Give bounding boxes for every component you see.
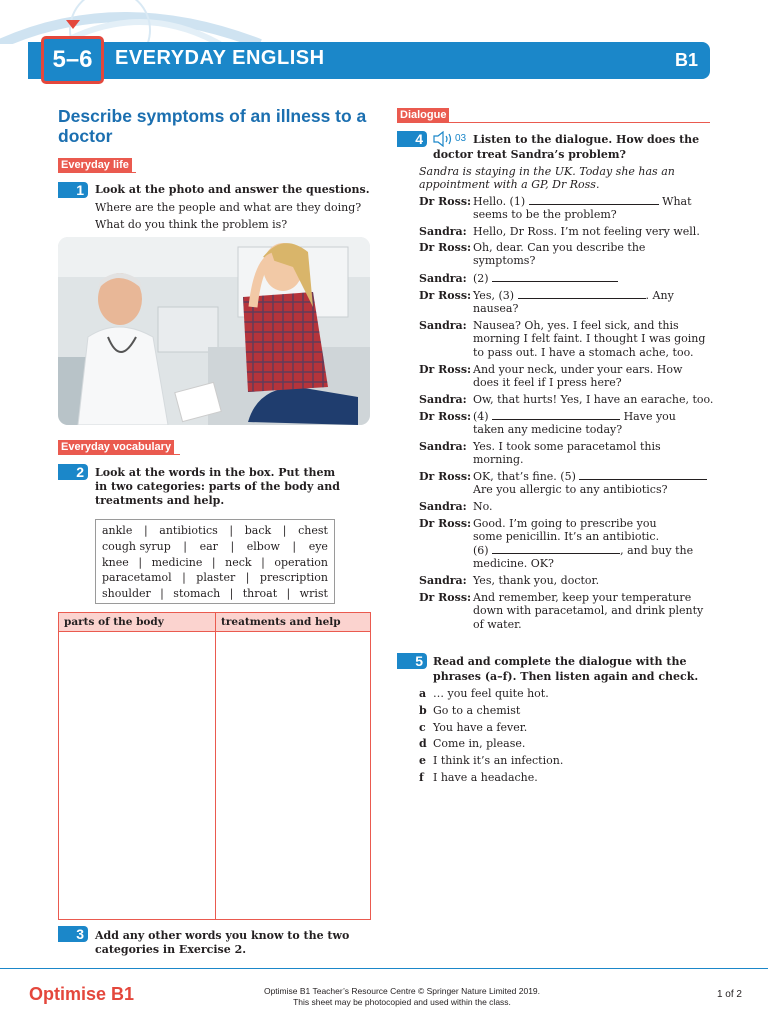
dialogue-line: Oh, dear. Can you describe the xyxy=(473,241,646,254)
speaker-sandra: Sandra: xyxy=(419,500,467,513)
marker-arrow-icon xyxy=(66,20,80,29)
answer-blank-1[interactable] xyxy=(529,195,659,205)
column-header-body: parts of the body xyxy=(59,613,215,631)
dialogue-line: Yes, thank you, doctor. xyxy=(473,574,600,587)
answer-blank-2[interactable] xyxy=(492,272,618,282)
dialogue-line: Ow, that hurts! Yes, I have an earache, too. xyxy=(473,393,714,406)
word: shoulder xyxy=(102,587,151,601)
dialogue-text: (4) xyxy=(473,410,489,423)
dialogue-line xyxy=(473,410,676,424)
exercise-5-number: 5 xyxy=(397,653,427,669)
answer-blank-4[interactable] xyxy=(492,410,620,420)
speaker-dr-ross: Dr Ross: xyxy=(419,591,472,604)
dialogue-line: some penicillin. It’s an antibiotic. xyxy=(473,530,660,543)
word: wrist xyxy=(299,587,328,601)
answer-blank-5[interactable] xyxy=(579,470,707,480)
section-everyday-life: Everyday life xyxy=(58,158,132,172)
dialogue-line: Nausea? Oh, yes. I feel sick, and this xyxy=(473,319,679,332)
speaker-sandra: Sandra: xyxy=(419,393,467,406)
doctor-patient-photo xyxy=(58,237,370,425)
word: paracetamol xyxy=(102,571,172,585)
category-table xyxy=(58,612,371,920)
word: chest xyxy=(298,524,328,537)
audio-track-number: 03 xyxy=(455,133,467,144)
exercise-2-number: 2 xyxy=(58,464,88,480)
audio-icon[interactable] xyxy=(432,131,454,147)
word: ear xyxy=(199,539,218,553)
dialogue-line: down with paracetamol, and drink plenty xyxy=(473,604,704,617)
speaker-dr-ross: Dr Ross: xyxy=(419,363,472,376)
lesson-title: Describe symptoms of an illness to a doctor xyxy=(58,106,367,146)
dialogue-line: And remember, keep your temperature xyxy=(473,591,692,604)
dialogue-text: (2) xyxy=(473,272,489,285)
word: ankle xyxy=(102,524,133,537)
table-divider xyxy=(215,613,216,919)
exercise-5-instruction-2: phrases (a–f). Then listen again and check. xyxy=(433,670,699,683)
option-c: c You have a fever. xyxy=(419,721,528,734)
dialogue-line: does it feel if I press here? xyxy=(473,376,622,389)
dialogue-line xyxy=(473,195,692,209)
option-e: e I think it’s an infection. xyxy=(419,754,564,767)
word: elbow xyxy=(246,539,280,553)
word: back xyxy=(244,524,272,537)
speaker-sandra: Sandra: xyxy=(419,225,467,238)
dialogue-line: seems to be the problem? xyxy=(473,208,617,221)
option-a: a … you feel quite hot. xyxy=(419,687,549,700)
word-row: knee | medicine | neck | operation xyxy=(102,555,328,569)
word-box xyxy=(95,519,335,604)
header-decoration xyxy=(0,0,768,44)
option-d: d Come in, please. xyxy=(419,737,526,750)
dialogue-line: Yes. I took some paracetamol this xyxy=(473,440,661,453)
dialogue-line: And your neck, under your ears. How xyxy=(473,363,683,376)
speaker-dr-ross: Dr Ross: xyxy=(419,289,472,302)
column-header-treatments: treatments and help xyxy=(216,613,370,631)
header-title: EVERYDAY ENGLISH xyxy=(115,47,325,69)
exercise-1-instruction: Look at the photo and answer the questions. xyxy=(95,183,370,196)
exercise-4-number: 4 xyxy=(397,131,427,147)
dialogue-text: Yes, (3) xyxy=(473,289,515,302)
word: knee xyxy=(102,555,129,569)
dialogue-line: Are you allergic to any antibiotics? xyxy=(473,483,668,496)
speaker-sandra: Sandra: xyxy=(419,574,467,587)
word: cough syrup xyxy=(102,539,171,553)
dialogue-line: nausea? xyxy=(473,302,519,315)
exercise-4-instruction-2: doctor treat Sandra’s problem? xyxy=(433,148,626,161)
exercise-2-instruction-3: treatments and help. xyxy=(95,494,225,507)
dialogue-line: to pass out. I have a stomach ache, too. xyxy=(473,346,694,359)
word: neck xyxy=(225,555,252,569)
speaker-dr-ross: Dr Ross: xyxy=(419,517,472,530)
answer-blank-6[interactable] xyxy=(492,544,620,554)
speaker-dr-ross: Dr Ross: xyxy=(419,241,472,254)
speaker-sandra: Sandra: xyxy=(419,272,467,285)
dialogue-line: morning. xyxy=(473,453,524,466)
exercise-2-instruction-2: in two categories: parts of the body and xyxy=(95,480,340,493)
dialogue-line: symptoms? xyxy=(473,254,536,267)
dialogue-text: . Any xyxy=(645,289,674,302)
footer-rule xyxy=(0,968,768,969)
option-b: b Go to a chemist xyxy=(419,704,521,717)
dialogue-line: of water. xyxy=(473,618,522,631)
section-rule xyxy=(58,172,136,173)
footer-brand: Optimise B1 xyxy=(29,984,135,1004)
word: operation xyxy=(274,555,328,569)
exercise-3-instruction-1: Add any other words you know to the two xyxy=(95,929,350,942)
dialogue-text: (6) xyxy=(473,544,489,557)
dialogue-text: Hello. (1) xyxy=(473,195,526,208)
word: stomach xyxy=(173,587,221,601)
dialogue-line: Good. I’m going to prescribe you xyxy=(473,517,657,530)
unit-number: 5–6 xyxy=(41,36,104,84)
word: throat xyxy=(242,587,278,601)
dialogue-line: Hello, Dr Ross. I’m not feeling very well. xyxy=(473,225,700,238)
word-row: shoulder | stomach | throat | wrist xyxy=(102,587,328,601)
copyright-line: Optimise B1 Teacher’s Resource Centre © Springer Nature Limited 2019. xyxy=(263,986,541,996)
word: antibiotics xyxy=(159,524,218,537)
speaker-sandra: Sandra: xyxy=(419,440,467,453)
speaker-dr-ross: Dr Ross: xyxy=(419,410,472,423)
section-rule xyxy=(397,122,710,123)
dialogue-line xyxy=(473,470,707,484)
word-row: cough syrup | ear | elbow | eye xyxy=(102,539,328,553)
word: plaster xyxy=(196,571,236,585)
word: eye xyxy=(308,539,328,553)
dialogue-line xyxy=(473,289,674,303)
exercise-1-number: 1 xyxy=(58,182,88,198)
option-f: f I have a headache. xyxy=(419,771,538,784)
speaker-dr-ross: Dr Ross: xyxy=(419,470,472,483)
dialogue-line xyxy=(473,272,618,286)
section-everyday-vocabulary: Everyday vocabulary xyxy=(58,440,174,454)
dialogue-text: What xyxy=(662,195,692,208)
dialogue-text: , and buy the xyxy=(620,544,694,557)
dialogue-line: taken any medicine today? xyxy=(473,423,623,436)
exercise-1-question-2: What do you think the problem is? xyxy=(95,218,288,231)
word-row: ankle | antibiotics | back | chest xyxy=(102,524,328,537)
exercise-4-instruction-1: Listen to the dialogue. How does the xyxy=(473,133,700,146)
exercise-5-instruction-1: Read and complete the dialogue with the xyxy=(433,655,687,668)
answer-blank-3[interactable] xyxy=(518,289,646,299)
exercise-3-instruction-2: categories in Exercise 2. xyxy=(95,943,247,956)
section-rule xyxy=(58,454,180,455)
speaker-sandra: Sandra: xyxy=(419,319,467,332)
dialogue-line xyxy=(473,544,693,558)
word: medicine xyxy=(151,555,203,569)
copyright-line: This sheet may be photocopied and used within the class. xyxy=(293,997,511,1007)
dialogue-intro-2: appointment with a GP, Dr Ross. xyxy=(419,178,600,191)
section-dialogue: Dialogue xyxy=(397,108,449,122)
dialogue-line: No. xyxy=(473,500,493,513)
dialogue-text: OK, that’s fine. (5) xyxy=(473,470,576,483)
footer-copyright xyxy=(230,986,574,1008)
dialogue-line: morning I felt faint. I thought I was going xyxy=(473,332,706,345)
speaker-dr-ross: Dr Ross: xyxy=(419,195,472,208)
exercise-1-question-1: Where are the people and what are they doing? xyxy=(95,201,362,214)
exercise-2-instruction-1: Look at the words in the box. Put them xyxy=(95,466,336,479)
dialogue-text: Have you xyxy=(623,410,676,423)
dialogue-intro-1: Sandra is staying in the UK. Today she has an xyxy=(419,165,675,178)
exercise-3-number: 3 xyxy=(58,926,88,942)
header-level: B1 xyxy=(674,50,698,70)
word-row: paracetamol | plaster | prescription xyxy=(102,571,328,585)
word: prescription xyxy=(259,571,328,585)
dialogue-line: medicine. OK? xyxy=(473,557,554,570)
page-number: 1 of 2 xyxy=(716,989,742,1000)
